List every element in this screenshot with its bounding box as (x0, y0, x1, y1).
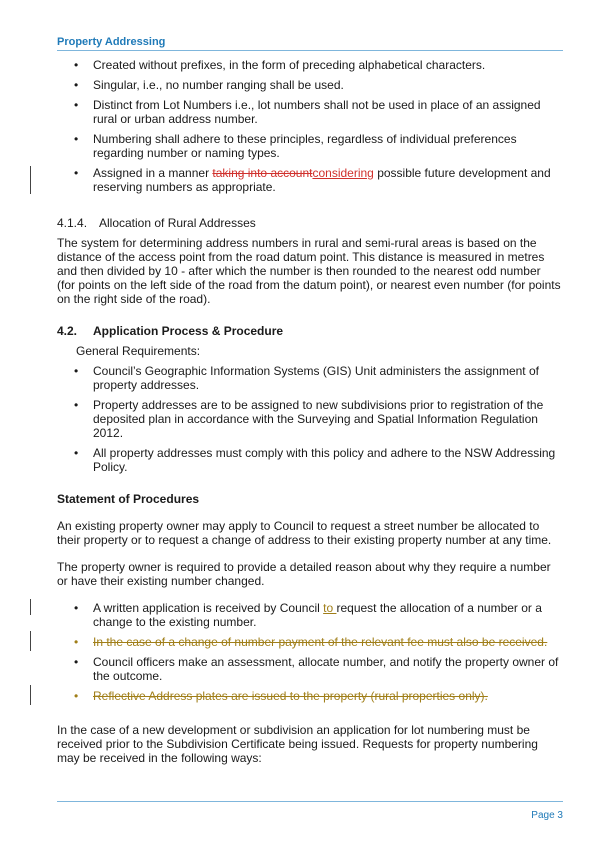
procedures-paragraph-1: An existing property owner may apply to Council to request a street number be allocated to their property or to request a change of address to their existing property number at any time. (57, 519, 552, 547)
bullet-icon: • (74, 166, 79, 180)
list-item-text: Council officers make an assessment, allocate number, and notify the property owner of the outcome. (93, 655, 559, 683)
section-number: 4.2. (57, 324, 78, 338)
page-header-title: Property Addressing (57, 36, 166, 48)
list-item (57, 398, 561, 440)
section-4-2-heading (57, 324, 561, 338)
procedures-paragraph-3: In the case of a new development or subdivision an application for lot numbering must be received prior to the Subdivision Certificate being issued. Requests for property numbering may be received in the following ways: (57, 723, 538, 765)
bullet-icon: • (74, 635, 79, 649)
list-item (57, 446, 561, 474)
list-item-text: Distinct from Lot Numbers i.e., lot numbers shall not be used in place of an assigned rural or urban address number. (93, 98, 541, 126)
procedures-paragraph-2: The property owner is required to provide a detailed reason about why they require a number or have their existing number changed. (57, 560, 551, 588)
bullet-icon: • (74, 78, 79, 92)
list-item-deleted (57, 635, 561, 649)
bullet-icon: • (74, 398, 79, 412)
requirements-list (57, 364, 561, 474)
principles-list (57, 58, 561, 194)
header-divider (57, 50, 563, 51)
list-item (57, 98, 561, 126)
section-number: 4.1.4. (57, 216, 88, 230)
list-item (57, 58, 561, 72)
document-body (57, 56, 561, 765)
change-bar (30, 685, 31, 705)
deleted-text: Reflective Address plates are issued to the property (rural properties only). (93, 689, 488, 703)
section-4-1-4-body: The system for determining address numbers in rural and semi-rural areas is based on the distance of the access point from the road datum point. This distance is measured in metres and then divided by 10 - after which the number is then rounded to the nearest odd number (for points on the left side of the road from the datum point), or nearest even number (for points on the right side of the road). (57, 236, 561, 306)
inserted-text: considering (312, 166, 374, 180)
list-item-text: Council’s Geographic Information Systems (GIS) Unit administers the assignment of property addresses. (93, 364, 539, 392)
footer-divider (57, 801, 563, 802)
general-requirements-label: General Requirements: (76, 344, 201, 358)
inserted-text: to (323, 601, 337, 615)
change-bar (30, 166, 31, 194)
list-item-text: Property addresses are to be assigned to new subdivisions prior to registration of the deposited plan in accordance with the Surveying and Spatial Information Regulation 2012. (93, 398, 544, 440)
bullet-icon: • (74, 98, 79, 112)
list-item-text: Numbering shall adhere to these principles, regardless of individual preferences regarding number or naming types. (93, 132, 517, 160)
deleted-text: taking into account (212, 166, 313, 180)
list-item-text: All property addresses must comply with this policy and adhere to the NSW Addressing Policy. (93, 446, 556, 474)
list-item-text-after: possible future development and reserving numbers as appropriate. (93, 166, 551, 194)
list-item-deleted (57, 689, 561, 703)
page-number: Page 3 (531, 810, 563, 821)
section-title: Application Process & Procedure (93, 324, 284, 338)
list-item (57, 132, 561, 160)
change-bar (30, 631, 31, 651)
bullet-icon: • (74, 58, 79, 72)
section-title: Allocation of Rural Addresses (99, 216, 256, 230)
bullet-icon: • (74, 601, 79, 615)
list-item-text: Created without prefixes, in the form of preceding alphabetical characters. (93, 58, 486, 72)
bullet-icon: • (74, 689, 79, 703)
list-item (57, 655, 561, 683)
section-4-1-4-heading (57, 216, 561, 230)
bullet-icon: • (74, 132, 79, 146)
procedures-heading: Statement of Procedures (57, 492, 200, 506)
list-item-tracked-change (57, 601, 561, 629)
deleted-text: In the case of a change of number payment of the relevant fee must also be received. (93, 635, 548, 649)
list-item-text-before: A written application is received by Council (93, 601, 324, 615)
list-item-tracked-change (57, 166, 561, 194)
list-item-text-after: request the allocation of a number or a change to the existing number. (93, 601, 542, 629)
list-item (57, 364, 561, 392)
bullet-icon: • (74, 655, 79, 669)
change-bar (30, 599, 31, 615)
list-item-text: Singular, i.e., no number ranging shall be used. (93, 78, 344, 92)
bullet-icon: • (74, 364, 79, 378)
procedures-list (57, 601, 561, 703)
list-item-text-before: Assigned in a manner (93, 166, 213, 180)
list-item (57, 78, 561, 92)
bullet-icon: • (74, 446, 79, 460)
